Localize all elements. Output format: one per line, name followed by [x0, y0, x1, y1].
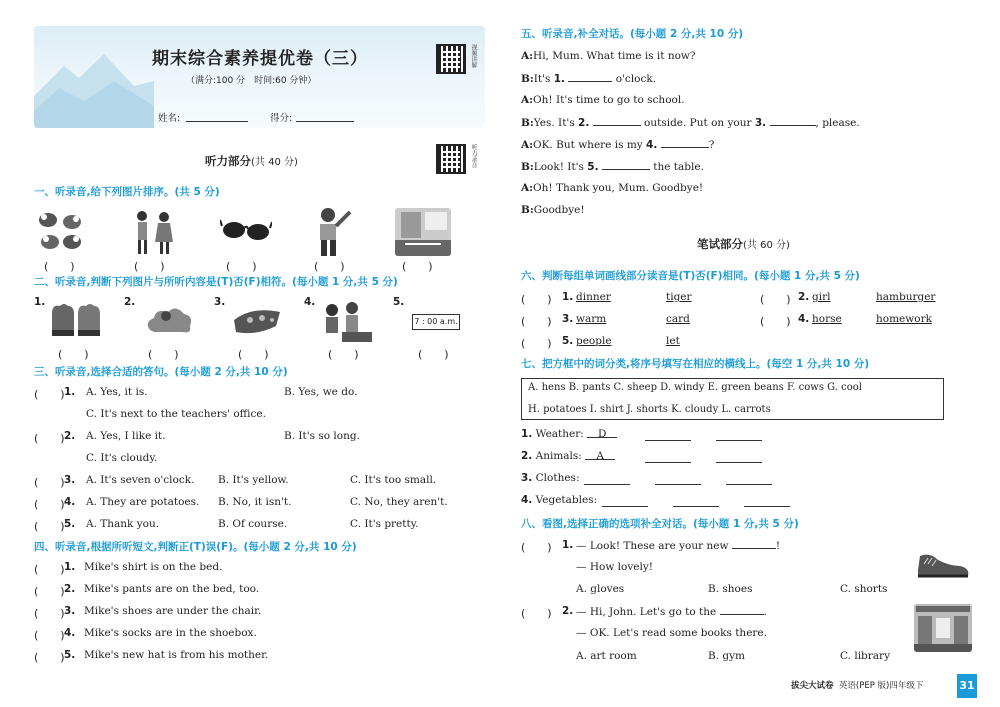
s6-q3-word1: warm — [576, 313, 607, 325]
s8-q1-bracket[interactable]: ( ) — [521, 541, 552, 554]
word-bank-row-1: A. hens B. pants C. sheep D. windy E. green beans F. cows G. cool — [528, 382, 862, 393]
s4-q3-bracket[interactable]: ( ) — [34, 607, 65, 620]
speaker-a: A: — [521, 139, 534, 151]
dialog-text: the table. — [649, 161, 704, 173]
category-label: Vegetables: — [535, 494, 598, 506]
s6-q2-word2: hamburger — [876, 291, 936, 303]
exam-subtitle: （满分:100 分 时间:60 分钟） — [186, 76, 317, 86]
subject-name: 英语(PEP 版)四年级下 — [838, 681, 924, 691]
dialog-text: — Hi, John. Let's go to the — [576, 606, 720, 618]
category-num: 1. — [521, 428, 533, 440]
s1-bracket-2[interactable]: ( ) — [134, 260, 165, 273]
section-8-title: 八、看图,选择正确的选项补全对话。(每小题 1 分,共 5 分) — [521, 518, 799, 530]
speaker-b: B: — [521, 73, 534, 85]
score-field[interactable] — [296, 121, 354, 122]
children-image — [128, 208, 178, 256]
dialog-text: , please. — [815, 117, 860, 129]
dialog-text: Hi, Mum. What time is it now? — [533, 50, 696, 62]
exam-title: 期末综合素养提优卷（三） — [152, 49, 368, 69]
s2-num-3: 3. — [214, 296, 226, 308]
category-clothes — [521, 472, 579, 484]
s1-bracket-5[interactable]: ( ) — [402, 260, 433, 273]
s6-q1-num: 1. — [562, 291, 574, 303]
score-label: 得分: — [270, 113, 293, 124]
s1-bracket-1[interactable]: ( ) — [44, 260, 75, 273]
blank-number: 4. — [646, 139, 658, 151]
s4-q2-bracket[interactable]: ( ) — [34, 585, 65, 598]
s2-bracket-1[interactable]: ( ) — [58, 348, 89, 361]
section-3-title: 三、听录音,选择合适的答句。(每小题 2 分,共 10 分) — [34, 366, 288, 378]
category-animals — [521, 450, 615, 462]
s4-q1-bracket[interactable]: ( ) — [34, 563, 65, 576]
s3-q3-c: C. It's too small. — [350, 474, 437, 486]
s3-q2-b: B. It's so long. — [284, 430, 360, 442]
s8-q2-line2: — OK. Let's read some books there. — [576, 627, 767, 639]
s3-q3-a: A. It's seven o'clock. — [86, 474, 195, 486]
speaker-b: B: — [521, 204, 534, 216]
s6-q2-bracket[interactable]: ( ) — [760, 293, 791, 306]
dialog-text: o'clock. — [612, 73, 657, 85]
room-image — [395, 208, 451, 256]
qr-code-video[interactable] — [436, 44, 466, 74]
s4-q5-num: 5. — [64, 649, 76, 661]
weather-blank-2[interactable] — [645, 440, 691, 441]
s6-q4-bracket[interactable]: ( ) — [760, 315, 791, 328]
s2-num-1: 1. — [34, 296, 46, 308]
dialog-text: Look! It's — [533, 161, 588, 173]
category-label: Weather: — [535, 428, 584, 440]
s3-q3-num: 3. — [64, 474, 76, 486]
s1-bracket-4[interactable]: ( ) — [314, 260, 345, 273]
section-4-title: 四、听录音,根据所听短文,判断正(T)误(F)。(每小题 2 分,共 10 分) — [34, 541, 357, 553]
animals-blank-2[interactable] — [645, 462, 691, 463]
qr-code-audio[interactable] — [436, 144, 466, 174]
dialog-text: ! — [775, 540, 781, 552]
s4-q5-bracket[interactable]: ( ) — [34, 651, 65, 664]
s6-q3-word2: card — [666, 313, 690, 325]
category-num: 3. — [521, 472, 533, 484]
s6-q3-bracket[interactable]: ( ) — [521, 315, 552, 328]
s2-bracket-5[interactable]: ( ) — [418, 348, 449, 361]
s3-q5-a: A. Thank you. — [86, 518, 160, 530]
clothes-blank-3[interactable] — [726, 484, 772, 485]
s6-q4-num: 4. — [798, 313, 810, 325]
kids-singing-image — [318, 300, 374, 344]
s3-q2-bracket[interactable]: ( ) — [34, 432, 65, 445]
s8-q2-num: 2. — [562, 605, 574, 617]
speaker-a: A: — [521, 50, 534, 62]
s4-q4-bracket[interactable]: ( ) — [34, 629, 65, 642]
s6-q5-bracket[interactable]: ( ) — [521, 337, 552, 350]
word-bank-row-2: H. potatoes I. shirt J. shorts K. cloudy L. carrots — [528, 404, 771, 415]
speaker-b: B: — [521, 117, 534, 129]
section-1-title: 一、听录音,给下列图片排序。(共 5 分) — [34, 186, 220, 198]
s3-q1-num: 1. — [64, 386, 76, 398]
s3-q1-bracket[interactable]: ( ) — [34, 388, 65, 401]
s2-num-5: 5. — [393, 296, 405, 308]
dialog-text: outside. Put on your — [640, 117, 755, 129]
s3-q1-b: B. Yes, we do. — [284, 386, 358, 398]
writing-heading — [697, 236, 790, 252]
dialog-line-8 — [521, 204, 585, 216]
vegetables-blank-1[interactable] — [602, 506, 648, 507]
shoes-image — [916, 544, 972, 580]
dialog-line-2 — [521, 72, 656, 85]
listening-points: (共 40 分) — [251, 157, 298, 168]
s4-q1-text: Mike's shirt is on the bed. — [84, 561, 223, 573]
s4-q4-num: 4. — [64, 627, 76, 639]
s3-q3-bracket[interactable]: ( ) — [34, 476, 65, 489]
dialog-text: Goodbye! — [533, 204, 585, 216]
blank-1[interactable] — [568, 72, 612, 82]
qr-video-label: 视频讲解 — [470, 44, 477, 68]
cloud-image — [144, 304, 194, 336]
weather-blank-1[interactable]: D — [587, 428, 617, 438]
blank-number: 1. — [553, 73, 566, 85]
s2-bracket-3[interactable]: ( ) — [238, 348, 269, 361]
dialog-line-3 — [521, 94, 685, 106]
s8-q2-b: B. gym — [708, 650, 746, 662]
speaker-b: B: — [521, 161, 534, 173]
category-weather — [521, 428, 617, 440]
s6-q1-word2: tiger — [666, 291, 692, 303]
s3-q2-num: 2. — [64, 430, 76, 442]
dialog-text: ? — [708, 139, 715, 151]
blank-4[interactable] — [661, 138, 709, 148]
s8-q1-line1 — [576, 539, 780, 552]
s3-q4-c: C. No, they aren't. — [350, 496, 448, 508]
s3-q1-a: A. Yes, it is. — [86, 386, 148, 398]
blank-number: 3. — [754, 117, 767, 129]
s3-q2-a: A. Yes, I like it. — [86, 430, 166, 442]
s8-q1-line2: — How lovely! — [576, 561, 653, 573]
clock-time: 7 : 00 a.m. — [412, 314, 460, 330]
boy-image — [310, 206, 356, 258]
s8-q1-blank[interactable] — [732, 539, 776, 549]
s8-q2-c: C. library — [840, 650, 891, 662]
writing-points: (共 60 分) — [743, 240, 790, 251]
s8-q2-a: A. art room — [576, 650, 637, 662]
dialog-text: Oh! Thank you, Mum. Goodbye! — [533, 182, 704, 194]
category-label: Animals: — [535, 450, 582, 462]
s6-q2-word1: girl — [812, 291, 831, 303]
category-label: Clothes: — [535, 472, 580, 484]
s3-q5-bracket[interactable]: ( ) — [34, 520, 65, 533]
s8-q2-bracket[interactable]: ( ) — [521, 607, 552, 620]
writing-heading-text: 笔试部分 — [697, 237, 743, 251]
s4-q5-text: Mike's new hat is from his mother. — [84, 649, 269, 661]
s8-q1-b: B. shoes — [708, 583, 753, 595]
clothes-blank-1[interactable] — [584, 484, 630, 485]
s2-bracket-2[interactable]: ( ) — [148, 348, 179, 361]
s6-q1-word1: dinner — [576, 291, 611, 303]
dialog-line-4 — [521, 116, 860, 129]
s8-q1-num: 1. — [562, 539, 574, 551]
s6-q5-num: 5. — [562, 335, 574, 347]
clothes-blank-2[interactable] — [655, 484, 701, 485]
s3-q5-c: C. It's pretty. — [350, 518, 419, 530]
s3-q4-b: B. No, it isn't. — [218, 496, 292, 508]
s6-q5-word2: let — [666, 335, 680, 347]
dialog-line-5 — [521, 138, 714, 151]
category-vegetables — [521, 494, 597, 506]
blank-3[interactable] — [770, 116, 816, 126]
s3-q4-num: 4. — [64, 496, 76, 508]
category-num: 4. — [521, 494, 533, 506]
vegetables-blank-3[interactable] — [744, 506, 790, 507]
s4-q2-num: 2. — [64, 583, 76, 595]
section-6-title: 六、判断每组单词画线部分读音是(T)否(F)相同。(每小题 1 分,共 5 分) — [521, 270, 860, 282]
s8-q2-blank[interactable] — [720, 605, 764, 615]
footer-text — [791, 679, 923, 691]
s3-q3-b: B. It's yellow. — [218, 474, 289, 486]
section-2-title: 二、听录音,判断下列图片与所听内容是(T)否(F)相符。(每小题 1 分,共 5 分) — [34, 276, 398, 288]
s6-q5-word1: people — [576, 335, 612, 347]
animals-blank-1[interactable]: A — [585, 450, 615, 460]
blank-2[interactable] — [593, 116, 641, 126]
s2-num-4: 4. — [304, 296, 316, 308]
section-5-title: 五、听录音,补全对话。(每小题 2 分,共 10 分) — [521, 28, 744, 40]
weather-blank-3[interactable] — [716, 440, 762, 441]
dialog-text: OK. But where is my — [533, 139, 647, 151]
s3-q4-a: A. They are potatoes. — [86, 496, 200, 508]
scarf-image — [232, 306, 282, 336]
s8-q1-a: A. gloves — [576, 583, 625, 595]
s3-q2-c: C. It's cloudy. — [86, 452, 158, 464]
s4-q2-text: Mike's pants are on the bed, too. — [84, 583, 260, 595]
s2-num-2: 2. — [124, 296, 136, 308]
listening-heading-text: 听力部分 — [205, 154, 251, 168]
dialog-text: It's — [533, 73, 554, 85]
animals-blank-3[interactable] — [716, 462, 762, 463]
dialog-line-6 — [521, 160, 704, 173]
series-name: 拔尖大试卷 — [791, 681, 834, 691]
dialog-text: Oh! It's time to go to school. — [533, 94, 685, 106]
section-7-title: 七、把方框中的词分类,将序号填写在相应的横线上。(每空 1 分,共 10 分) — [521, 358, 870, 370]
gloves-image — [48, 300, 104, 340]
s4-q3-text: Mike's shoes are under the chair. — [84, 605, 262, 617]
s3-q4-bracket[interactable]: ( ) — [34, 498, 65, 511]
dialog-text: — Look! These are your new — [576, 540, 732, 552]
blank-number: 2. — [578, 117, 590, 129]
blank-number: 5. — [587, 161, 599, 173]
qr-audio-label: 听力录音 — [470, 144, 477, 168]
page-number: 31 — [957, 674, 977, 698]
s6-q3-num: 3. — [562, 313, 574, 325]
s6-q4-word2: homework — [876, 313, 932, 325]
chicks-image — [36, 208, 86, 254]
s4-q4-text: Mike's socks are in the shoebox. — [84, 627, 257, 639]
name-field[interactable] — [186, 121, 248, 122]
s8-q2-line1 — [576, 605, 767, 618]
s3-q5-b: B. Of course. — [218, 518, 288, 530]
s4-q1-num: 1. — [64, 561, 76, 573]
s1-bracket-3[interactable]: ( ) — [226, 260, 257, 273]
s6-q2-num: 2. — [798, 291, 810, 303]
category-num: 2. — [521, 450, 533, 462]
dialog-line-1 — [521, 50, 696, 62]
library-image — [914, 604, 972, 652]
dialog-text: . — [763, 606, 767, 618]
s6-q1-bracket[interactable]: ( ) — [521, 293, 552, 306]
blank-5[interactable] — [602, 160, 650, 170]
s6-q4-word1: horse — [812, 313, 842, 325]
mountain-decoration — [34, 26, 154, 128]
sunglasses-image — [220, 214, 272, 244]
s2-bracket-4[interactable]: ( ) — [328, 348, 359, 361]
vegetables-blank-2[interactable] — [673, 506, 719, 507]
s4-q3-num: 3. — [64, 605, 76, 617]
s3-q1-c: C. It's next to the teachers' office. — [86, 408, 266, 420]
name-label: 姓名: — [158, 113, 181, 124]
s3-q5-num: 5. — [64, 518, 76, 530]
dialog-line-7 — [521, 182, 703, 194]
speaker-a: A: — [521, 182, 534, 194]
dialog-text: Yes. It's — [533, 117, 579, 129]
speaker-a: A: — [521, 94, 534, 106]
listening-heading — [205, 153, 298, 169]
s8-q1-c: C. shorts — [840, 583, 888, 595]
